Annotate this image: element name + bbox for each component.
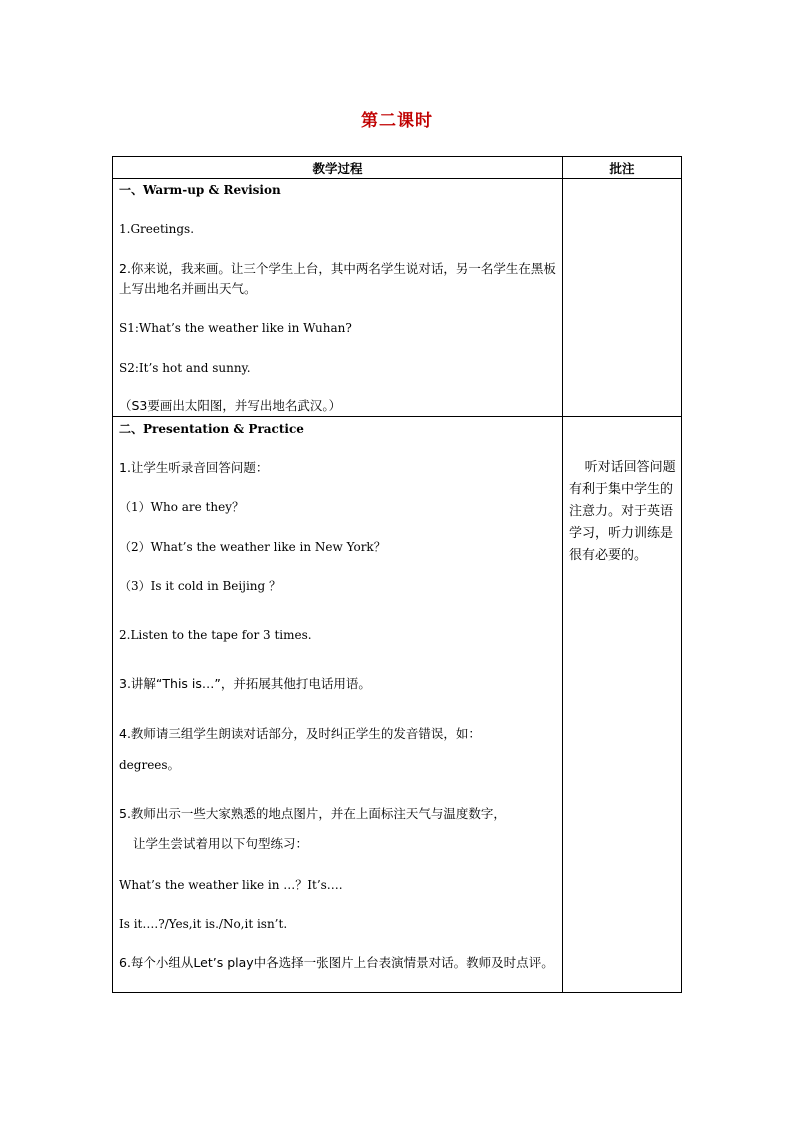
text-line: （S3要画出太阳图，并写出地名武汉。） xyxy=(119,398,342,413)
text-line: 2.你来说，我来画。让三个学生上台，其中两名学生说对话，另一名学生在黑板上写出地名并画出天气。 xyxy=(119,261,556,296)
text-line: （3）Is it cold in Beijing ？ xyxy=(119,579,282,593)
header-notes: 批注 xyxy=(563,157,682,179)
presentation-note-cell xyxy=(563,417,682,993)
text-line: 1.让学生听录音回答问题： xyxy=(119,460,269,475)
text-line: 4.教师请三组学生朗读对话部分，及时纠正学生的发音错误，如： xyxy=(119,726,481,741)
text-line: Is it….?/Yes,it is./No,it isn’t. xyxy=(119,917,288,931)
page-title: 第二课时 xyxy=(361,111,433,131)
text-line: 3.讲解“This is…”，并拓展其他打电话用语。 xyxy=(119,676,371,691)
section-heading: 二、Presentation & Practice xyxy=(119,422,304,436)
text-line: S1:What’s the weather like in Wuhan? xyxy=(119,321,352,335)
text-line: S2:It’s hot and sunny. xyxy=(119,361,251,375)
table-header-row xyxy=(113,157,682,179)
lesson-table xyxy=(112,156,682,993)
presentation-cell xyxy=(113,417,563,993)
text-line: 2.Listen to the tape for 3 times. xyxy=(119,628,312,642)
warmup-note-cell xyxy=(563,179,682,417)
table-row xyxy=(113,417,682,993)
text-line: （1）Who are they？ xyxy=(119,500,244,514)
text-line: （2）What’s the weather like in New York？ xyxy=(119,540,386,554)
text-line: degrees。 xyxy=(119,758,180,772)
note-text: 听对话回答问题有利于集中学生的注意力。对于英语学习，听力训练是很有必要的。 xyxy=(569,460,676,563)
text-line: 5.教师出示一些大家熟悉的地点图片，并在上面标注天气与温度数字， xyxy=(119,806,506,821)
text-line: 让学生尝试着用以下句型练习： xyxy=(133,836,309,851)
section-heading: 一、Warm-up & Revision xyxy=(119,183,281,197)
header-process: 教学过程 xyxy=(113,157,563,179)
warmup-cell xyxy=(113,179,563,417)
text-line: 1.Greetings. xyxy=(119,222,195,236)
text-line: What’s the weather like in …？It’s…. xyxy=(119,878,343,892)
text-line: 6.每个小组从Let’s play中各选择一张图片上台表演情景对话。教师及时点评。 xyxy=(119,955,554,970)
table-row xyxy=(113,179,682,417)
